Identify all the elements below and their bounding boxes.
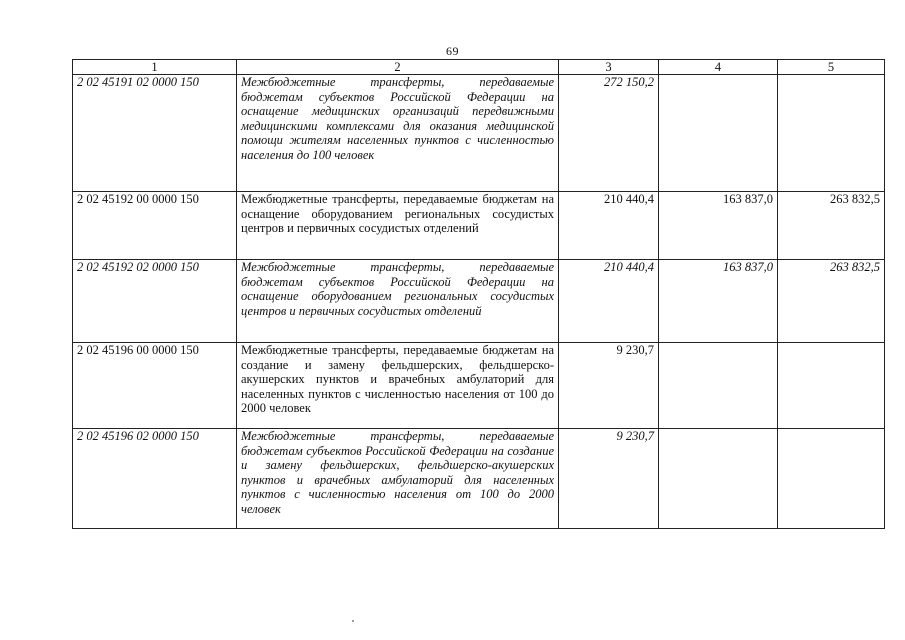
value-col5 — [778, 429, 885, 529]
scan-speck — [352, 620, 354, 622]
budget-code: 2 02 45196 02 0000 150 — [73, 429, 237, 529]
value-col4: 163 837,0 — [659, 260, 778, 343]
table-row — [73, 343, 885, 429]
budget-code: 2 02 45196 00 0000 150 — [73, 343, 237, 429]
page-number: 69 — [446, 44, 459, 58]
value-col5 — [778, 343, 885, 429]
table-row — [73, 192, 885, 260]
value-col3: 210 440,4 — [559, 260, 659, 343]
column-header-1: 1 — [73, 60, 237, 75]
value-col3: 9 230,7 — [559, 429, 659, 529]
table-row — [73, 429, 885, 529]
value-col5: 263 832,5 — [778, 192, 885, 260]
value-col3: 9 230,7 — [559, 343, 659, 429]
value-col4 — [659, 75, 778, 192]
value-col3: 210 440,4 — [559, 192, 659, 260]
table-row — [73, 260, 885, 343]
column-header-3: 3 — [559, 60, 659, 75]
value-col3: 272 150,2 — [559, 75, 659, 192]
column-header-5: 5 — [778, 60, 885, 75]
value-col4: 163 837,0 — [659, 192, 778, 260]
header-row — [73, 60, 885, 75]
row-description: Межбюджетные трансферты, передаваемые бюджетам субъектов Российской Федерации на оснащение оборудованием региональных сосудистых центров и первичных сосудистых отделений — [237, 260, 559, 343]
budget-code: 2 02 45192 02 0000 150 — [73, 260, 237, 343]
value-col5 — [778, 75, 885, 192]
budget-code: 2 02 45191 02 0000 150 — [73, 75, 237, 192]
value-col4 — [659, 429, 778, 529]
value-col4 — [659, 343, 778, 429]
row-description: Межбюджетные трансферты, передаваемые бюджетам субъектов Российской Федерации на создание и замену фельдшерских, фельдшерско-акушерских пунктов и врачебных амбулаторий для населенных пунктов с численностью населения от 100 до 2000 человек — [237, 429, 559, 529]
column-header-2: 2 — [237, 60, 559, 75]
row-description: Межбюджетные трансферты, передаваемые бюджетам на создание и замену фельдшерских, фельдшерско-акушерских пунктов и врачебных амбулаторий для населенных пунктов с численностью населения от 100 до 2000 человек — [237, 343, 559, 429]
table-row — [73, 75, 885, 192]
row-description: Межбюджетные трансферты, передаваемые бюджетам на оснащение оборудованием региональных сосудистых центров и первичных сосудистых отделений — [237, 192, 559, 260]
row-description: Межбюджетные трансферты, передаваемые бюджетам субъектов Российской Федерации на оснащение медицинских организаций передвижными медицинскими комплексами для оказания медицинской помощи жителям населенных пунктов с численностью населения до 100 человек — [237, 75, 559, 192]
value-col5: 263 832,5 — [778, 260, 885, 343]
budget-code: 2 02 45192 00 0000 150 — [73, 192, 237, 260]
budget-table — [72, 59, 885, 529]
column-header-4: 4 — [659, 60, 778, 75]
